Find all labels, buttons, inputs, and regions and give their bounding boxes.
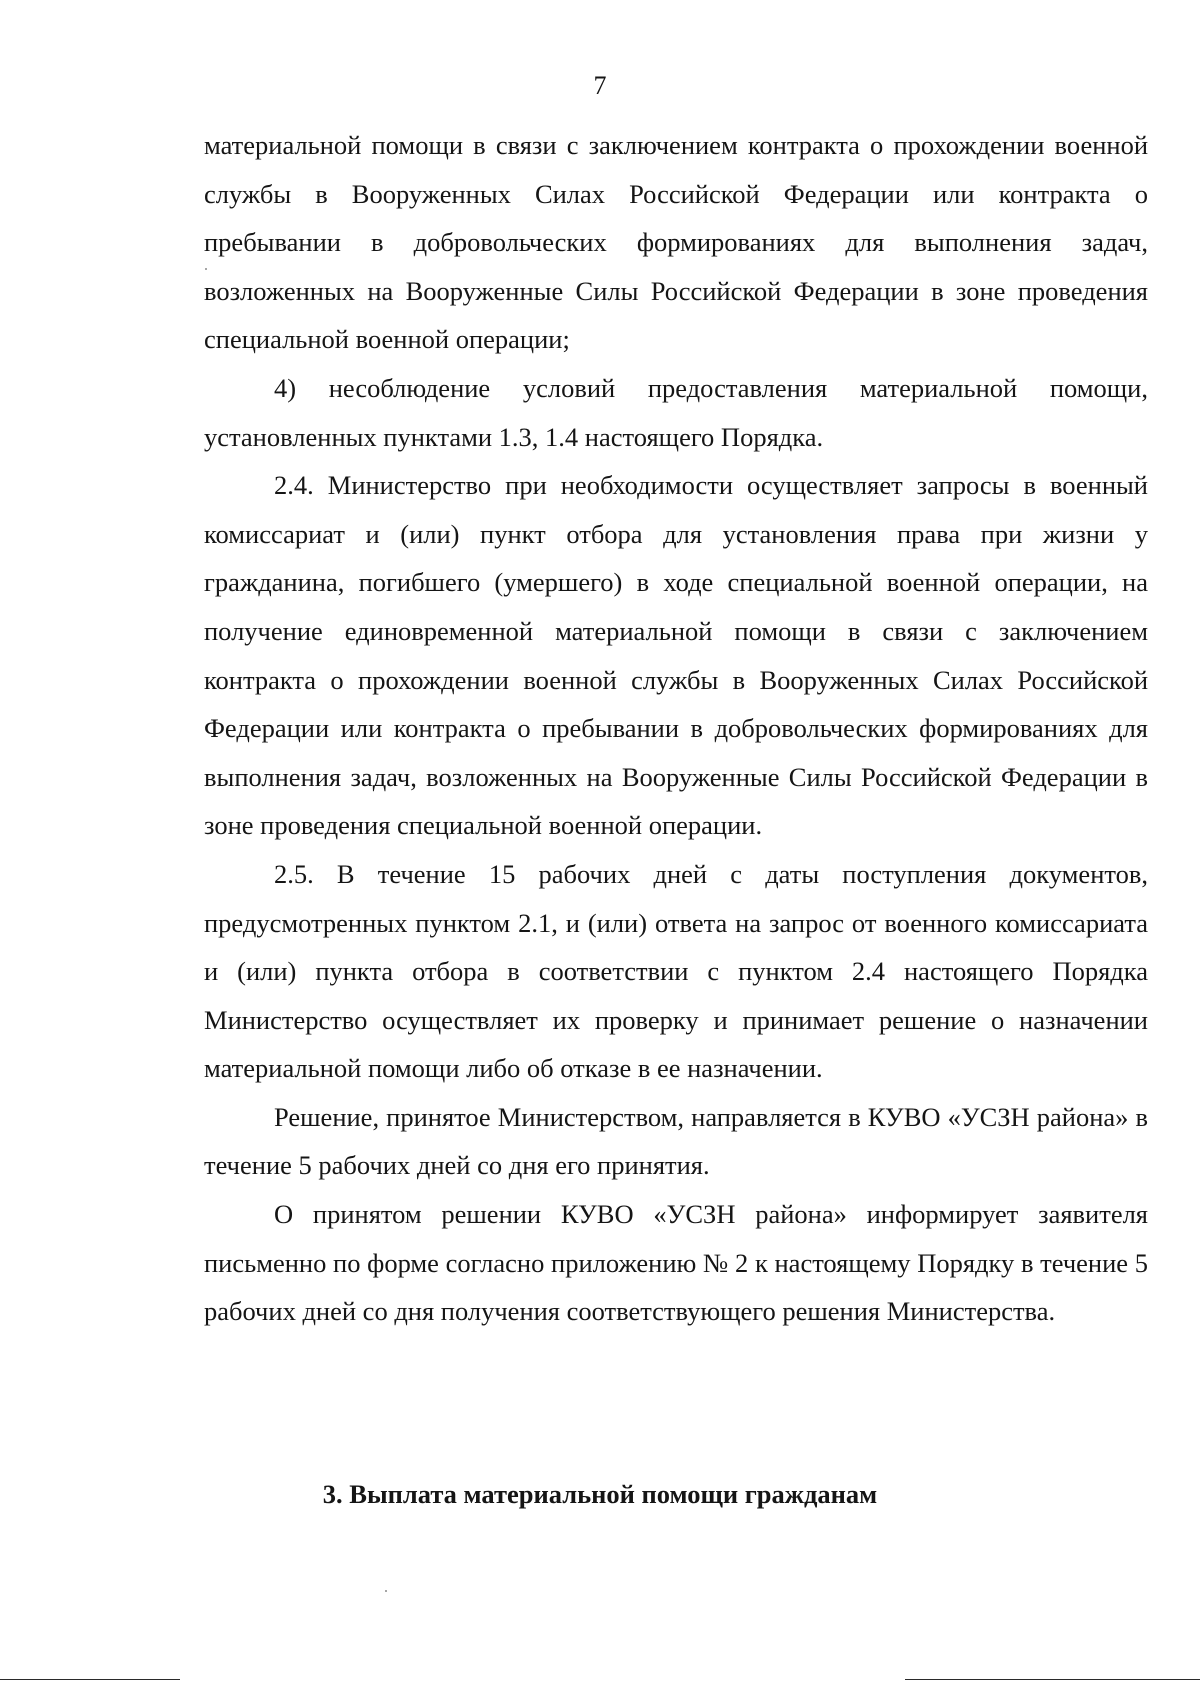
scan-speck <box>385 1590 387 1592</box>
page-number: 7 <box>593 71 607 100</box>
paragraph-decision: Решение, принятое Министерством, направляется в КУВО «УСЗН района» в течение 5 рабочих дней со дня его принятия. <box>204 1101 1148 1181</box>
paragraph-continuation: материальной помощи в связи с заключением контракта о прохождении военной службы в Вооруженных Силах Российской Федерации или контракта о пребывании в добровольческих формированиях для выполнения задач, возложенных на Вооруженные Силы Российской Федерации в зоне проведения специальной военной операции; <box>204 130 1148 355</box>
paragraph-notification: О принятом решении КУВО «УСЗН района» информирует заявителя письменно по форме согласно приложению № 2 к настоящему Порядку в течение 5 рабочих дней со дня получения соответствующего решения Министерства. <box>204 1199 1148 1327</box>
document-body <box>204 121 1148 1336</box>
bottom-rule-right <box>905 1679 1200 1680</box>
section-heading: 3. Выплата материальной помощи гражданам <box>322 1479 878 1509</box>
paragraph-item-4: 4) несоблюдение условий предоставления материальной помощи, установленных пунктами 1.3, 1.4 настоящего Порядка. <box>204 372 1148 452</box>
paragraph-2-5: 2.5. В течение 15 рабочих дней с даты поступления документов, предусмотренных пунктом 2.1, и (или) ответа на запрос от военного комиссариата и (или) пункта отбора в соответствии с пунктом 2.4 настоящего Порядка Министерство осуществляет их проверку и принимает решение о назначении материальной помощи либо об отказе в ее назначении. <box>204 858 1148 1084</box>
paragraph-2-4: 2.4. Министерство при необходимости осуществляет запросы в военный комиссариат и (или) пункт отбора для установления права при жизни у гражданина, погибшего (умершего) в ходе специальной военной операции, на получение единовременной материальной помощи в связи с заключением контракта о прохождении военной службы в Вооруженных Силах Российской Федерации или контракта о пребывании в добровольческих формированиях для выполнения задач, возложенных на Вооруженные Силы Российской Федерации в зоне проведения специальной военной операции. <box>204 470 1148 841</box>
scan-speck <box>205 268 207 270</box>
bottom-rule-left <box>0 1679 180 1680</box>
